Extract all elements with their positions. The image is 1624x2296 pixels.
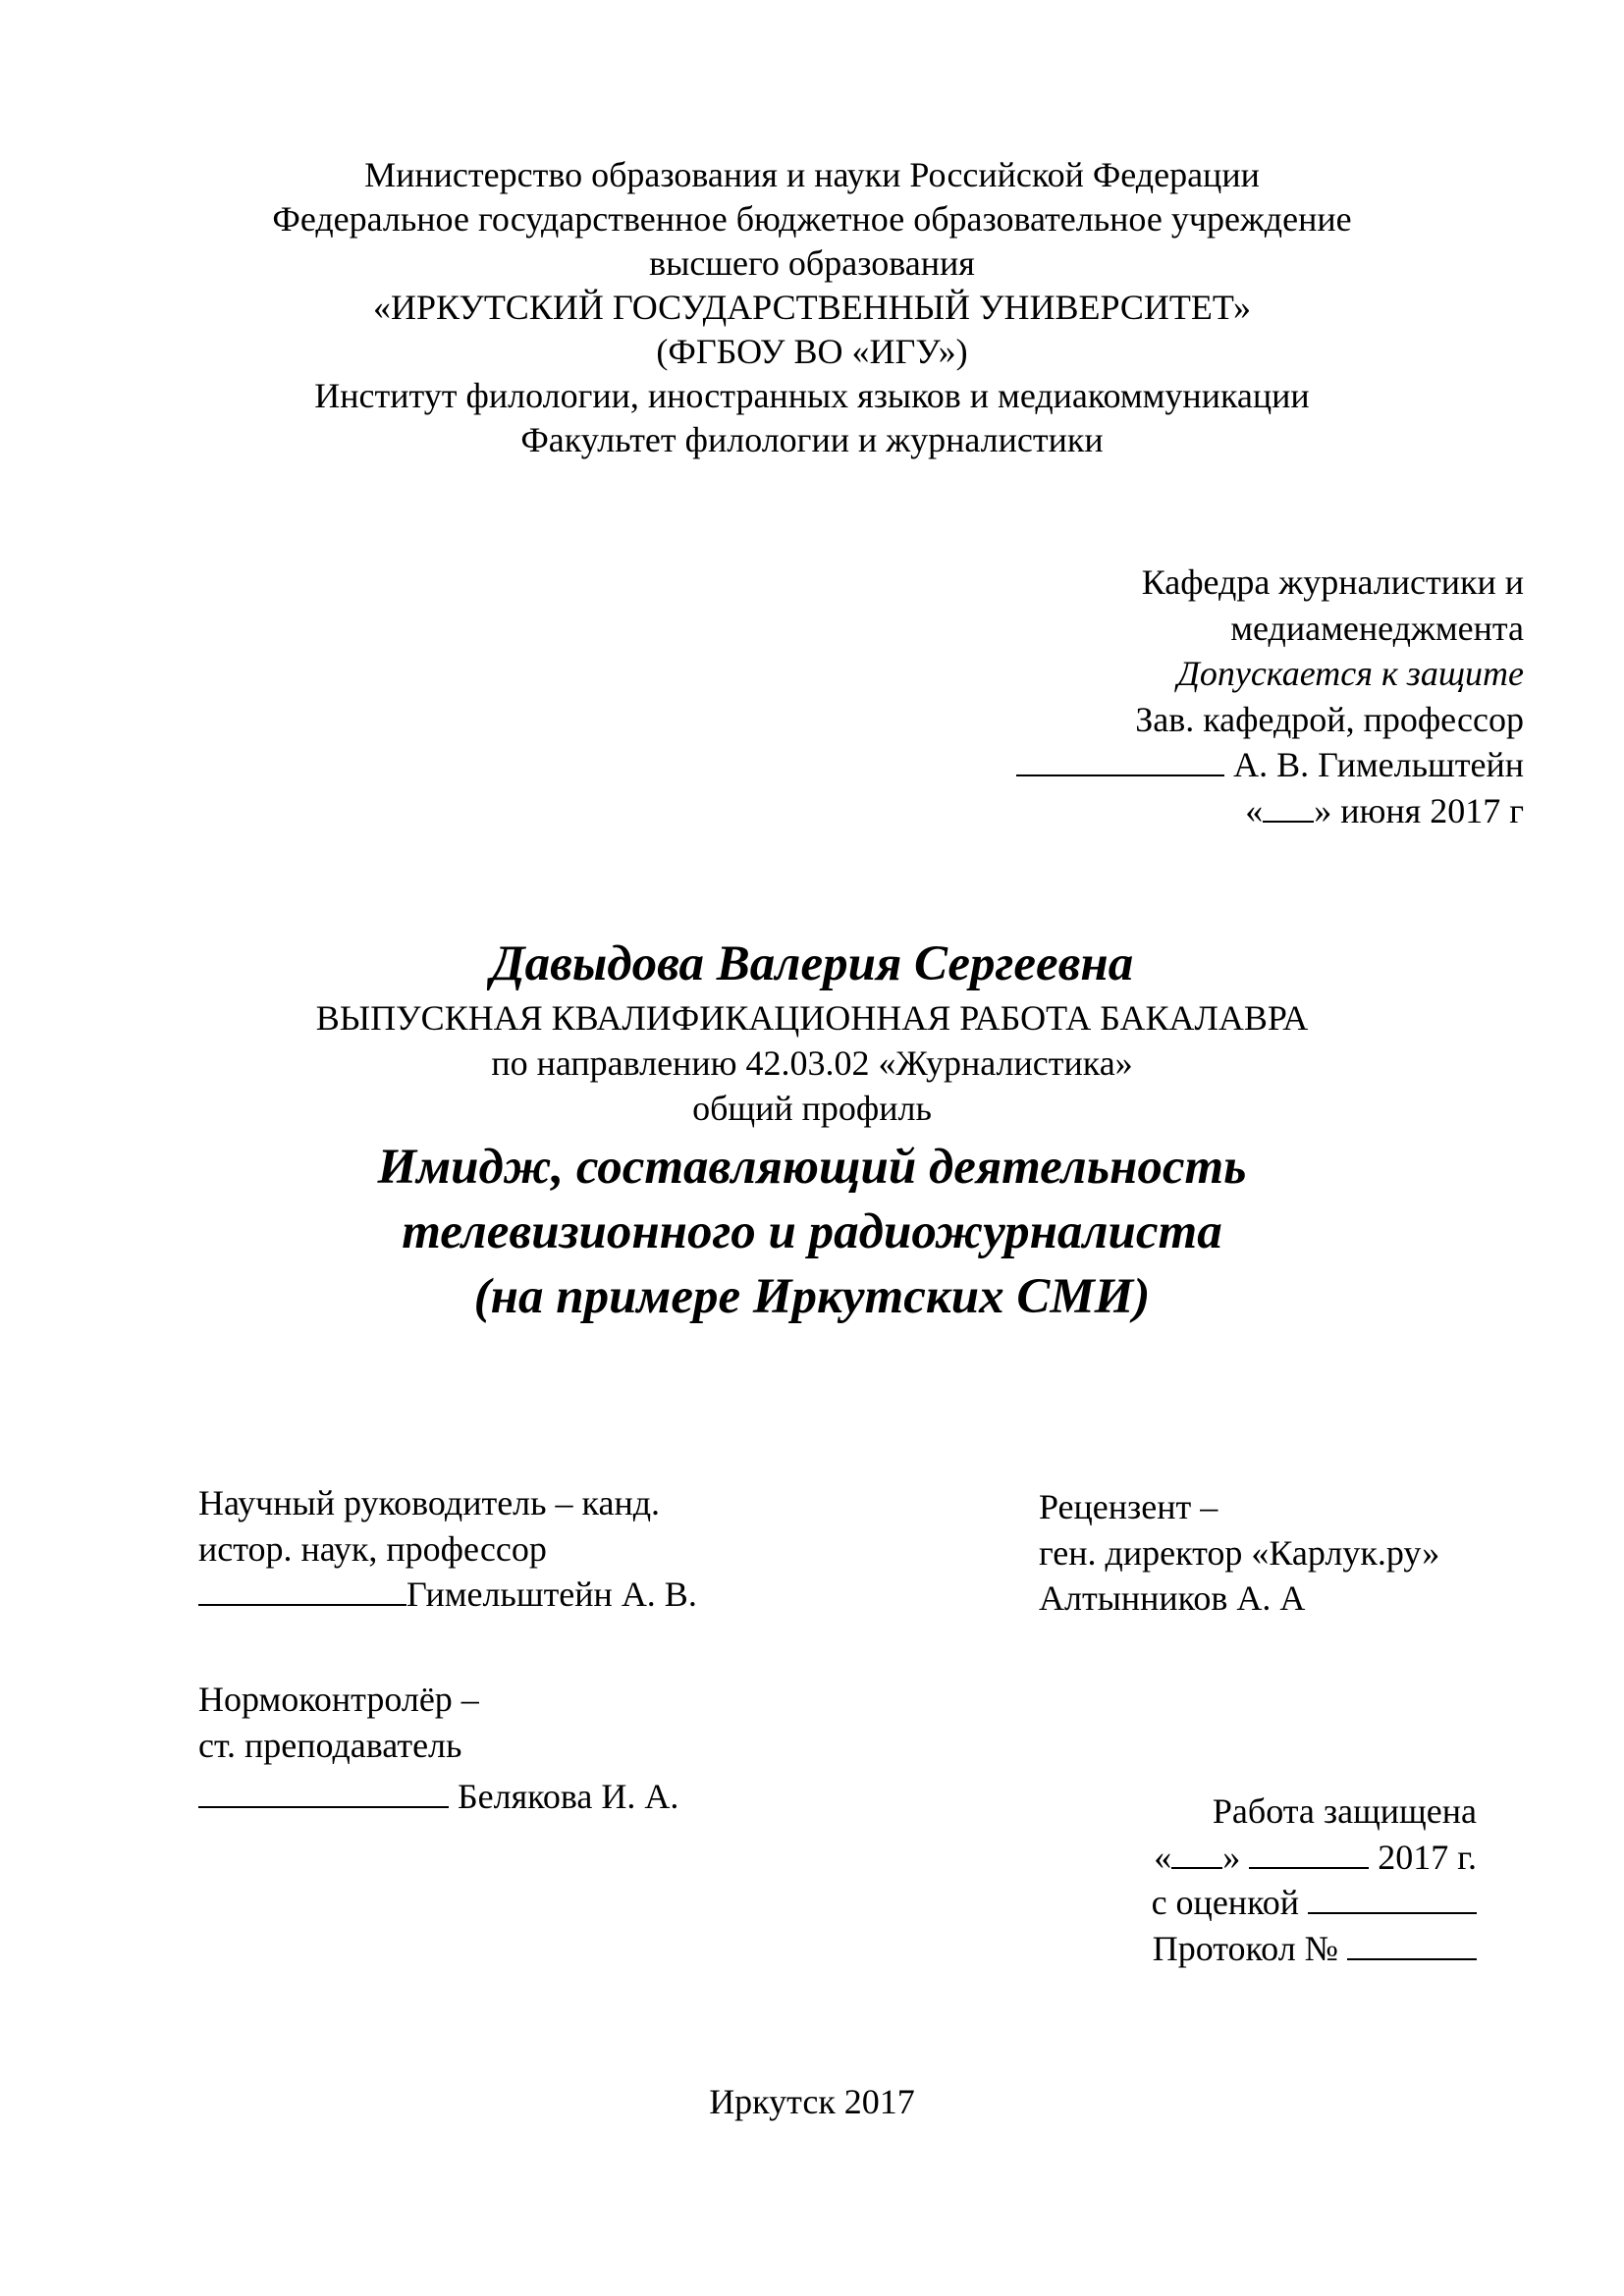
university-abbrev-line: (ФГБОУ ВО «ИГУ») — [656, 332, 968, 371]
defense-date-quote-close: » — [1222, 1837, 1241, 1877]
institution-type-line: Федеральное государственное бюджетное образовательное учреждение — [272, 199, 1352, 239]
head-signature-line — [1016, 774, 1224, 776]
defense-protocol-row — [1152, 1926, 1477, 1972]
reviewer-line-1: Рецензент – — [1039, 1487, 1218, 1526]
profile: общий профиль — [692, 1089, 932, 1128]
reviewer-block — [1039, 1484, 1439, 1622]
defense-block — [1152, 1789, 1477, 1971]
day-blank-line — [1263, 820, 1314, 823]
supervisor-line-1: Научный руководитель – канд. — [198, 1483, 661, 1522]
defense-title: Работа защищена — [1212, 1791, 1477, 1831]
institute-line: Институт филологии, иностранных языков и медиакоммуникации — [314, 376, 1310, 415]
normcontrol-signature-line — [198, 1805, 449, 1808]
thesis-title-line-1: Имидж, составляющий деятельность — [377, 1140, 1247, 1195]
thesis-title — [0, 1135, 1624, 1329]
institution-header — [0, 153, 1624, 462]
defense-date-quote-open: « — [1154, 1837, 1172, 1877]
department-line-1: Кафедра журналистики и — [1141, 562, 1524, 602]
university-name-line: «ИРКУТСКИЙ ГОСУДАРСТВЕННЫЙ УНИВЕРСИТЕТ» — [373, 288, 1251, 327]
grade-label: с оценкой — [1151, 1883, 1299, 1922]
date-quote-open: « — [1245, 790, 1264, 830]
thesis-title-line-2: телевизионного и радиожурналиста — [402, 1204, 1222, 1259]
reviewer-name: Алтынников А. А — [1039, 1578, 1306, 1618]
normcontrol-block — [198, 1677, 678, 1820]
department-line-2: медиаменеджмента — [1230, 608, 1524, 648]
city-year: Иркутск 2017 — [709, 2082, 915, 2121]
work-type: ВЫПУСКНАЯ КВАЛИФИКАЦИОННАЯ РАБОТА БАКАЛАВРА — [315, 998, 1309, 1038]
admitted-to-defense: Допускается к защите — [1176, 654, 1524, 693]
education-level-line: высшего образования — [649, 243, 975, 283]
supervisor-signature-line — [198, 1603, 406, 1606]
supervisor-signature-row — [198, 1572, 697, 1618]
approval-date-text: » июня 2017 г — [1314, 790, 1524, 830]
defense-grade-row — [1152, 1880, 1477, 1926]
supervisor-line-2: истор. наук, профессор — [198, 1528, 547, 1569]
head-signature-row — [837, 742, 1524, 788]
grade-blank — [1308, 1911, 1477, 1914]
thesis-title-line-3: (на примере Иркутских СМИ) — [473, 1269, 1151, 1324]
student-block — [0, 933, 1624, 1329]
approval-block — [837, 560, 1524, 833]
protocol-label: Протокол № — [1152, 1928, 1338, 1968]
student-name: Давыдова Валерия Сергеевна — [490, 936, 1134, 991]
reviewer-line-2: ген. директор «Карлук.ру» — [1039, 1532, 1440, 1573]
approval-date-row — [837, 788, 1524, 834]
direction: по направлению 42.03.02 «Журналистика» — [491, 1043, 1133, 1083]
supervisor-block — [198, 1480, 697, 1618]
defense-date-row — [1152, 1835, 1477, 1881]
protocol-blank — [1347, 1957, 1477, 1960]
normcontrol-line-2: ст. преподаватель — [198, 1725, 462, 1765]
defense-day-blank — [1171, 1866, 1222, 1869]
ministry-line: Министерство образования и науки Российской Федерации — [364, 155, 1260, 194]
faculty-line: Факультет филологии и журналистики — [520, 420, 1104, 459]
supervisor-name: Гимельштейн А. В. — [406, 1575, 697, 1614]
head-name: А. В. Гимельштейн — [1233, 745, 1524, 784]
normcontrol-line-1: Нормоконтролёр – — [198, 1680, 479, 1719]
normcontrol-name: Белякова И. А. — [458, 1777, 679, 1816]
defense-year: 2017 г. — [1378, 1837, 1477, 1877]
defense-month-blank — [1249, 1866, 1369, 1869]
head-title: Зав. кафедрой, профессор — [1135, 699, 1524, 739]
normcontrol-signature-row — [198, 1774, 678, 1820]
